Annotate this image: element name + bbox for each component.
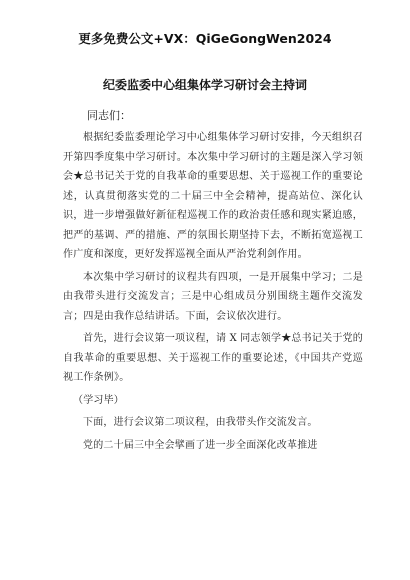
document-body xyxy=(63,108,363,458)
paragraph-first-item: 首先，进行会议第一项议程，请 X 同志领学★总书记关于党的自我革命的重要思想、关于巡视工作的重要论述，《中国共产党巡视工作条例》。 xyxy=(63,333,363,383)
paragraph-intro: 根据纪委监委理论学习中心组集体学习研讨安排，今天组织召开第四季度集中学习研讨。本次集中学习研讨的主题是深入学习领会★总书记关于党的自我革命的重要思想、关于巡视工作的重要论述，认真贯彻落实党的二十届三中全会精神，提高站位、深化认识，进一步增强做好新征程巡视工作的政治责任感和现实紧迫感，把严的基调、严的措施、严的氛围长期坚持下去，不断拓宽巡视工作广度和深度，更好发挥巡视全面从严治党利剑作用。 xyxy=(63,132,363,260)
paragraph-continuation: 党的二十届三中全会擘画了进一步全面深化改革推进 xyxy=(83,439,318,451)
salutation: 同志们： xyxy=(87,109,131,122)
paragraph-agenda: 本次集中学习研讨的议程共有四项，一是开展集中学习；二是由我带头进行交流发言；三是中心组成员分别围绕主题作交流发言；四是由我作总结讲话。下面，会议依次进行。 xyxy=(63,271,363,322)
paragraph-second-item: 下面，进行会议第二项议程，由我带头作交流发言。 xyxy=(83,417,318,428)
paragraph-study-note: （学习毕） xyxy=(73,394,124,406)
watermark-text: 更多免费公文+VX：QiGeGongWen2024 xyxy=(78,31,332,46)
document-title: 纪委监委中心组集体学习研讨会主持词 xyxy=(102,78,307,92)
